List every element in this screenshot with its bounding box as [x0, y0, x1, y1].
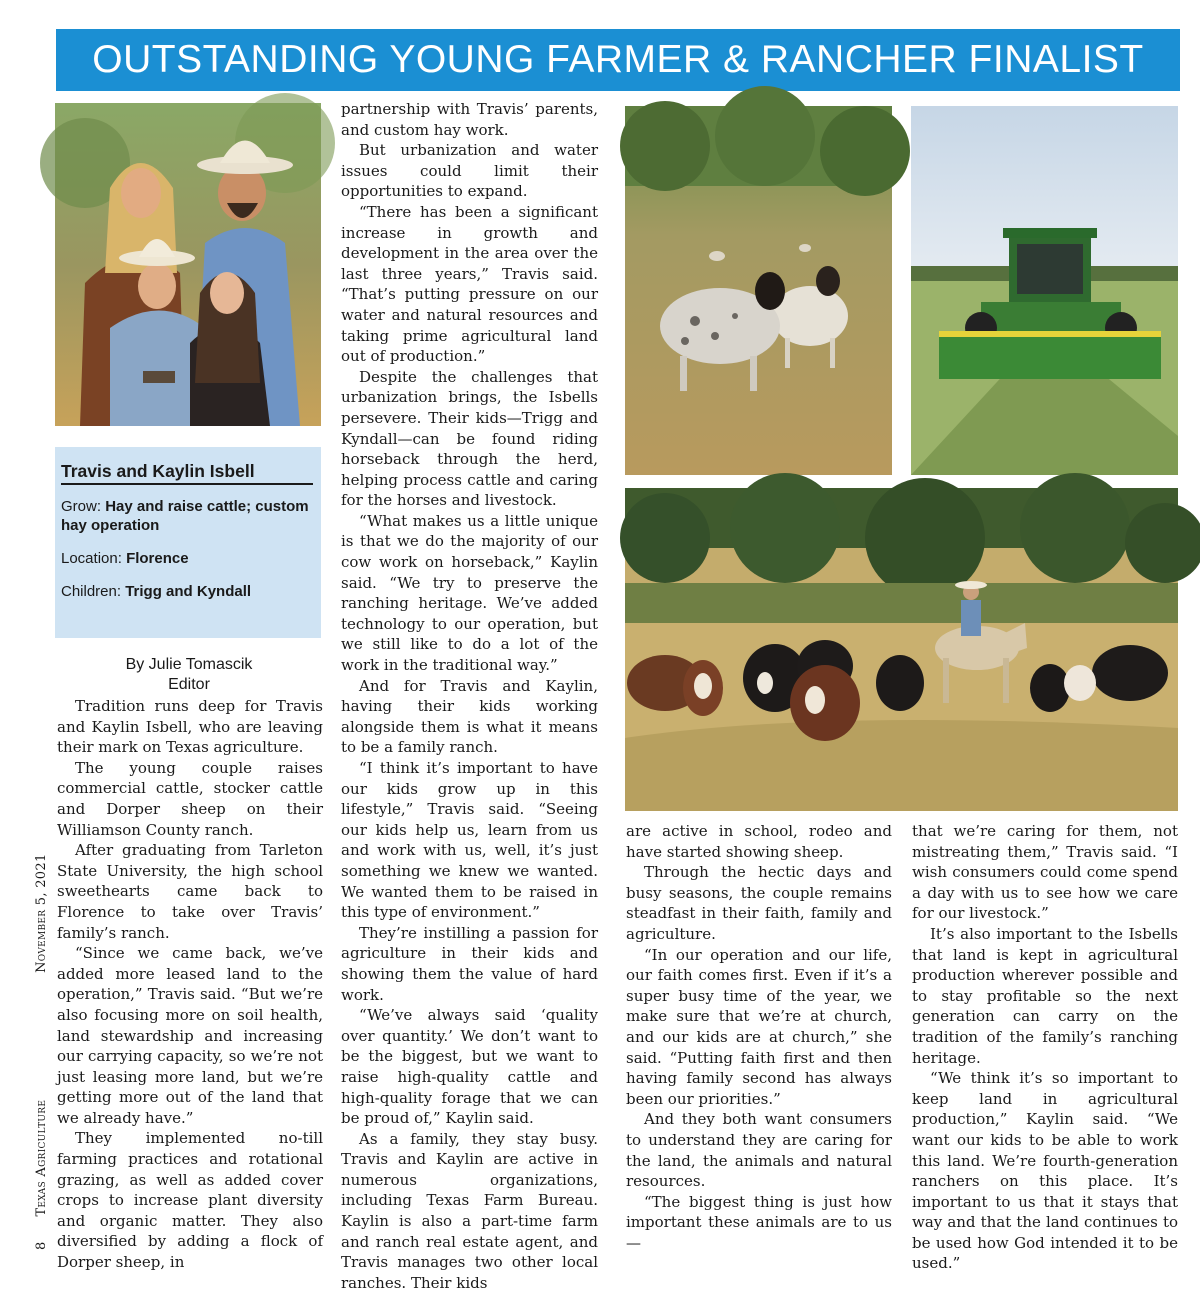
children-row: [61, 582, 313, 601]
location-value: Florence: [126, 550, 189, 567]
byline-role: Editor: [168, 676, 210, 693]
section-banner: [56, 29, 1180, 91]
page-number: 8: [34, 1241, 49, 1250]
paragraph: It’s also important to the Isbells that land is kept in agricultural production wherever possible and to stay profitable so the next generation can carry on the tradition of the family’s ranching heritage.: [912, 924, 1178, 1067]
paragraph: “We think it’s so important to keep land in agricultural production,” Kaylin said. “We want our kids to be able to work this land. We’re fourth-generation ranchers on this place. It’s important to us that it stays that way and that the land continues to be used how God intended it to be used.”: [912, 1069, 1178, 1273]
paragraph: “We’ve always said ‘quality over quantity.’ We don’t want to be the biggest, but we want to raise high-quality cattle and high-quality forage that we can be proud of,” Kaylin said.: [341, 1006, 598, 1128]
grow-row: [61, 497, 313, 535]
banner-title: OUTSTANDING YOUNG FARMER & RANCHER FINALIST: [92, 38, 1144, 81]
paragraph: “I think it’s important to have our kids grow up in this lifestyle,” Travis said. “Seeing our kids help us, learn from us and work with us, well, it’s just something we knew we wanted. We wanted them to be raised in this type of environment.”: [341, 759, 598, 922]
location-label: Location:: [61, 550, 122, 567]
paragraph: And they both want consumers to understand they are caring for the land, the animals and natural resources.: [626, 1110, 892, 1191]
paragraph: Through the hectic days and busy seasons, the couple remains steadfast in their faith, family and agriculture.: [626, 863, 892, 943]
article-column-1: [57, 696, 323, 1273]
article-column-4: [912, 821, 1178, 1274]
sheep-photo: [625, 106, 892, 475]
page-folio: [34, 853, 49, 1250]
location-row: [61, 549, 313, 568]
article-column-2: [341, 99, 598, 1293]
children-label: Children:: [61, 583, 122, 600]
paragraph: They’re instilling a passion for agriculture in their kids and showing them the value of hard work.: [341, 923, 598, 1004]
profile-name: Travis and Kaylin Isbell: [61, 461, 313, 485]
paragraph: And for Travis and Kaylin, having their kids working alongside them is what it means to be a family ranch.: [341, 676, 598, 757]
paragraph: “The biggest thing is just how important these animals are to us—: [626, 1192, 892, 1252]
grow-label: Grow:: [61, 498, 102, 515]
grow-value: Hay and raise cattle; custom hay operation: [61, 498, 309, 534]
paragraph: But urbanization and water issues could limit their opportunities to expand.: [341, 141, 598, 201]
article-column-3: [626, 821, 892, 1253]
cattle-horseback-photo: [625, 488, 1178, 811]
paragraph: that we’re caring for them, not mistreating them,” Travis said. “I wish consumers could come spend a day with us to see how we care for our livestock.”: [912, 822, 1178, 923]
profile-info-box: [55, 447, 321, 638]
paragraph: The young couple raises commercial cattle, stocker cattle and Dorper sheep on their Williamson County ranch.: [57, 758, 323, 839]
children-value: Trigg and Kyndall: [125, 583, 252, 600]
publication-name: Texas Agriculture: [34, 1099, 49, 1217]
paragraph: Despite the challenges that urbanization brings, the Isbells persevere. Their kids—Trigg and Kyndall—can be found riding horseback through the herd, helping process cattle and caring for the horses and livestock.: [341, 367, 598, 510]
paragraph: “In our operation and our life, our faith comes first. Even if it’s a super busy time of the year, we make sure that we’re at church, and our kids are at church,” she said. “Putting faith first and then having family second has always been our priorities.”: [626, 945, 892, 1108]
byline-author: By Julie Tomascik: [125, 656, 253, 673]
paragraph: partnership with Travis’ parents, and custom hay work.: [341, 100, 598, 139]
paragraph: are active in school, rodeo and have started showing sheep.: [626, 822, 892, 861]
paragraph: “There has been a significant increase in growth and development in the area over the last three years,” Travis said. “That’s putting pressure on our water and natural resources and taking prime agricultural land out of production.”: [341, 202, 598, 366]
paragraph: Tradition runs deep for Travis and Kaylin Isbell, who are leaving their mark on Texas agriculture.: [57, 697, 323, 757]
hay-swather-photo: [911, 106, 1178, 475]
paragraph: “Since we came back, we’ve added more leased land to the operation,” Travis said. “But we’re also focusing more on soil health, land stewardship and increasing our carrying capacity, so we’re not just leasing more land, but we’re getting more out of the land that we already have.”: [57, 944, 323, 1127]
paragraph: They implemented no-till farming practices and rotational grazing, as well as added cover crops to increase plant diversity and organic matter. They also diversified by adding a flock of Dorper sheep, in: [57, 1129, 323, 1272]
issue-date: November 5, 2021: [34, 853, 49, 973]
paragraph: After graduating from Tarleton State University, the high school sweethearts came back to Florence to take over Travis’ family’s ranch.: [57, 841, 323, 942]
byline: [56, 655, 322, 695]
paragraph: As a family, they stay busy. Travis and Kaylin are active in numerous organizations, including Texas Farm Bureau. Kaylin is also a part-time farm and ranch real estate agent, and Travis manages two other local ranches. Their kids: [341, 1129, 598, 1292]
family-photo: [55, 103, 321, 426]
paragraph: “What makes us a little unique is that we do the majority of our cow work on horseback,” Kaylin said. “We try to preserve the ranching heritage. We’ve added technology to our operation, but we still like to do a lot of the work in the traditional way.”: [341, 511, 598, 675]
